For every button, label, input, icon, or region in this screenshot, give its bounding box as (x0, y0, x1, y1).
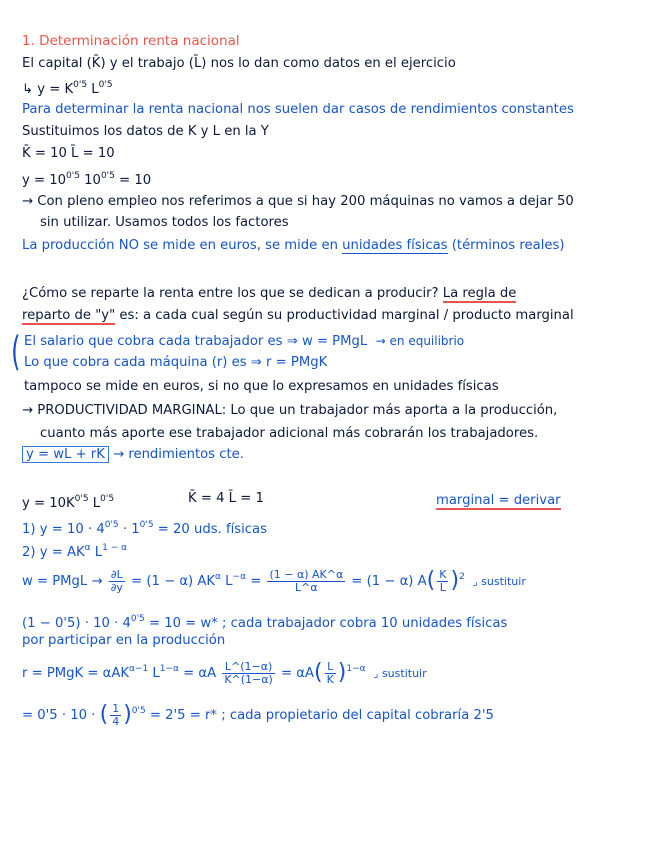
fraction-denominator: 4 (112, 714, 120, 728)
maquina-line: Lo que cobra cada máquina (r) es ⇒ r = PMgK (24, 355, 328, 370)
productividad-line-1: → PRODUCTIVIDAD MARGINAL: Lo que un trabajador más aporta a la producción, (22, 403, 558, 418)
fraction-numerator: ∂L (109, 569, 125, 582)
exponent: 0'5 (100, 171, 115, 181)
intro-substitution (22, 167, 151, 190)
fraction-numerator: L^(1−α) (222, 661, 274, 674)
formula-text: L (90, 545, 103, 560)
formula-text: (1 − 0'5) · 10 · 4 (22, 616, 131, 631)
brace-icon: ( (11, 329, 21, 375)
intro-line-4: Sustituimos los datos de K y L en la Y (22, 124, 269, 139)
substitute-label: sustituir (481, 575, 526, 588)
highlighted-term: marginal = derivar (436, 493, 561, 508)
reparto-line-2 (22, 307, 574, 325)
text: El salario que cobra cada trabajador es ⇒ w = PMgL (24, 334, 368, 349)
exponent: 0'5 (66, 171, 80, 181)
productividad-line-2: cuanto más aporte ese trabajador adicional más cobrarán los trabajadores. (40, 426, 539, 441)
paren: ) (123, 702, 132, 727)
formula-text: 2) y = AK (22, 545, 85, 560)
exercise-part-2 (22, 539, 127, 562)
formula-text: ↳ y = K (22, 82, 74, 97)
exponent: 2 (459, 572, 465, 582)
fraction-numerator: K (439, 567, 447, 581)
exponent: 0'5 (131, 706, 146, 716)
formula-text: = (1 − α) AK (131, 574, 216, 589)
exponent: 0'5 (130, 614, 145, 624)
text: (términos reales) (447, 238, 565, 253)
exponent: 0'5 (104, 520, 119, 530)
formula-text: y = 10 (22, 173, 67, 188)
exponent: −α (232, 572, 247, 582)
formula-text: L (88, 496, 101, 511)
formula-text: = (1 − α) A (351, 574, 427, 589)
formula-text: L (148, 666, 160, 681)
exponent: 1−α (159, 664, 179, 674)
fraction-numerator: (1 − α) AK^α (269, 567, 344, 581)
marginal-note (436, 492, 561, 510)
formula-text: 1) y = 10 · 4 (22, 522, 105, 537)
underlined-term: unidades físicas (342, 238, 448, 253)
highlighted-term: reparto de "y" (22, 308, 116, 323)
lk-fraction (325, 661, 336, 686)
intro-line-1: El capital (K̄) y el trabajo (L̄) nos lo dan como datos en el ejercicio (22, 56, 456, 71)
formula-text: = αA (281, 666, 314, 681)
formula-text: 10 (79, 173, 101, 188)
text: ¿Cómo se reparte la renta entre los que se dedican a producir? (22, 286, 443, 301)
paren: ) (450, 568, 460, 593)
reparto-summary (22, 446, 244, 464)
substitute-note: ⌟ sustituir (369, 667, 427, 680)
reparto-question (22, 285, 516, 303)
formula-text: r = PMgK = αAK (22, 666, 130, 681)
formula-text: = 20 uds. físicas (153, 522, 267, 537)
fraction-denominator: L (439, 580, 446, 594)
substitute-label: sustituir (381, 667, 427, 680)
formula-text: = 10 (114, 173, 152, 188)
exercise-data: K̄ = 4 L̄ = 1 (188, 491, 264, 506)
exponent: 0'5 (100, 494, 115, 504)
formula-text: · 1 (118, 522, 140, 537)
exponent: 0'5 (74, 494, 89, 504)
paren: ( (426, 568, 436, 593)
exercise-equation (22, 490, 114, 513)
wage-fraction (267, 569, 345, 594)
paren: ) (337, 660, 347, 685)
intro-line-7: → Con pleno empleo nos referimos a que si hay 200 máquinas no vamos a dejar 50 (22, 194, 574, 209)
exponent: α (84, 543, 91, 553)
page-title: 1. Determinación renta nacional (22, 33, 240, 49)
formula-text: y = 10K (22, 496, 75, 511)
salario-line (24, 332, 464, 351)
fraction-denominator: K (326, 672, 334, 686)
fraction-denominator: K^(1−α) (224, 672, 273, 686)
formula-text: = 2'5 = r* ; cada propietario del capital cobraría 2'5 (145, 708, 494, 723)
rent-fraction (222, 661, 274, 686)
formula-text: = 0'5 · 10 · (22, 708, 96, 723)
text: La producción NO se mide en euros, se mide en (22, 238, 343, 253)
wage-value (22, 610, 507, 633)
exponent: α−1 (129, 664, 149, 674)
highlighted-term: La regla de (442, 286, 517, 301)
intro-line-8: sin utilizar. Usamos todos los factores (40, 215, 289, 230)
exponent: 1 − α (102, 543, 128, 553)
intro-data: K̄ = 10 L̄ = 10 (22, 146, 115, 161)
intro-line-9 (22, 237, 565, 255)
fraction-numerator: 1 (112, 701, 120, 715)
exponent: 1−α (346, 664, 366, 674)
boxed-formula: y = wL + rK (22, 446, 109, 463)
wage-value-2: por participar en la producción (22, 633, 226, 648)
exponent: 0'5 (73, 80, 88, 90)
fraction-denominator: ∂y (110, 580, 123, 594)
formula-text: L (220, 574, 233, 589)
paren: ( (99, 702, 109, 727)
exercise-part-1 (22, 516, 267, 539)
exponent: α (215, 572, 221, 582)
formula-text: = 10 = w* ; cada trabajador cobra 10 unidades físicas (144, 616, 508, 631)
quarter-fraction (110, 703, 121, 728)
fraction-numerator: L (325, 661, 336, 674)
tampoco-line: tampoco se mide en euros, si no que lo expresamos en unidades físicas (24, 379, 499, 394)
substitute-note: ⌟ sustituir (469, 575, 526, 588)
exponent: 0'5 (98, 80, 113, 90)
formula-text: L (87, 82, 99, 97)
rent-value (22, 696, 494, 726)
partial-fraction (109, 569, 125, 594)
rent-derivation (22, 652, 427, 686)
intro-formula (22, 76, 113, 99)
text: es: a cada cual según su productividad marginal / producto marginal (115, 308, 574, 323)
formula-text: = (246, 574, 266, 589)
intro-line-3: Para determinar la renta nacional nos suelen dar casos de rendimientos constantes (22, 102, 574, 117)
formula-text: = αA (178, 666, 217, 681)
equilibrium-note: → en equilibrio (375, 334, 465, 348)
text: → rendimientos cte. (113, 447, 244, 462)
kl-fraction (437, 569, 448, 594)
paren: ( (313, 660, 323, 685)
fraction-denominator: L^α (295, 580, 318, 594)
wage-derivation (22, 560, 526, 594)
exponent: 0'5 (139, 520, 154, 530)
formula-text: w = PMgL → (22, 574, 103, 589)
